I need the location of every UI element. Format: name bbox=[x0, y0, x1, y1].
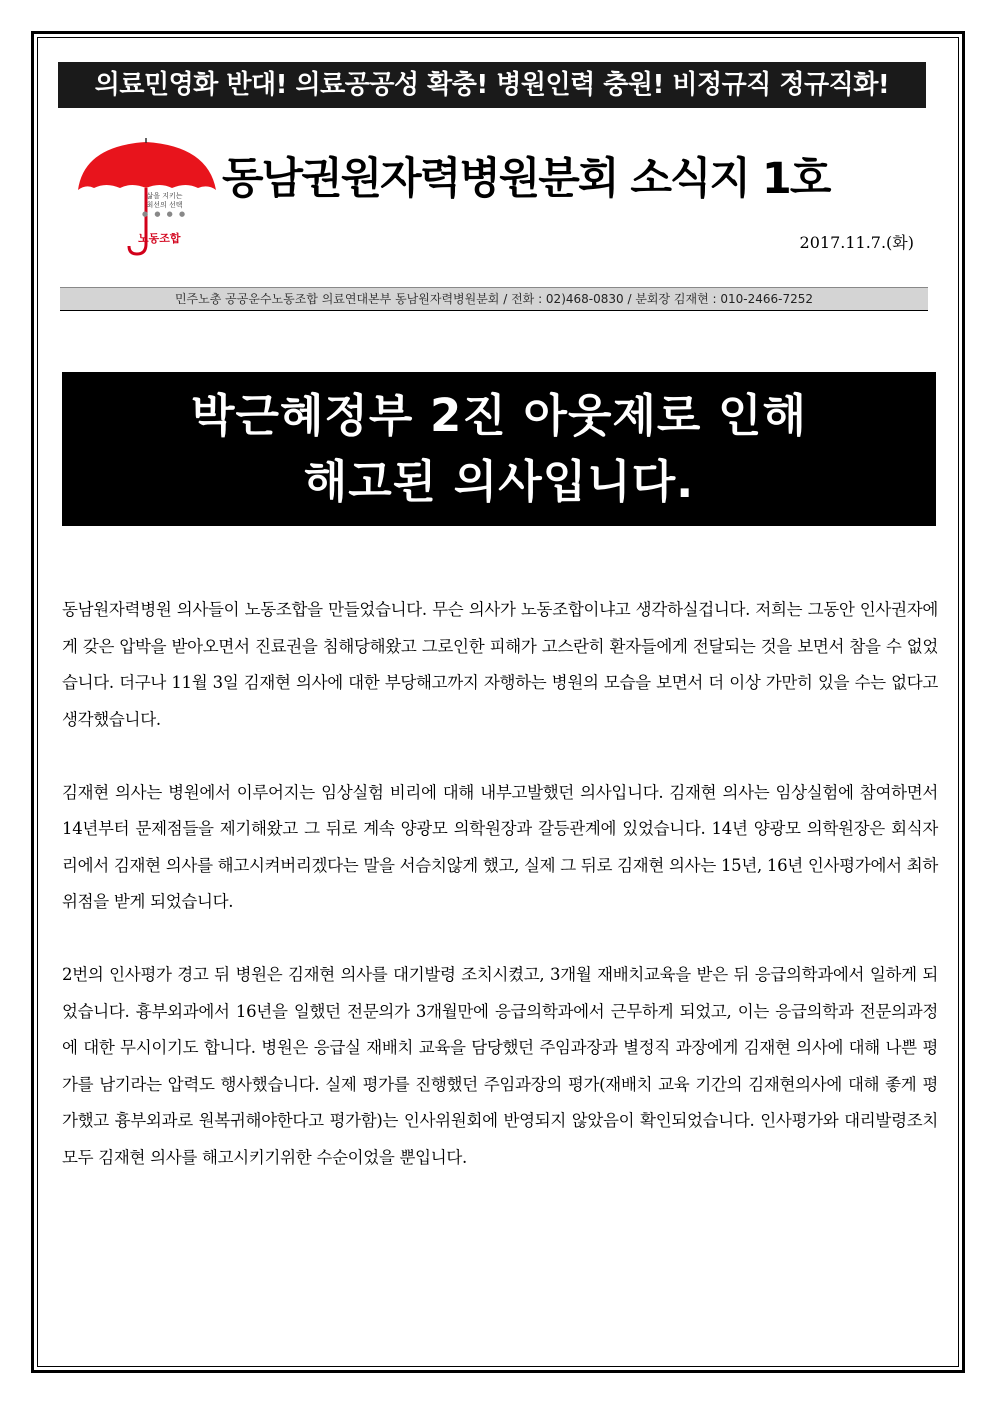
newsletter-title: 동남권원자력병원분회 소식지 1호 bbox=[222, 154, 830, 204]
logo-tagline: 삶을 지키는 최선의 선택 ● ● ● ● bbox=[142, 192, 188, 218]
logo-union-text: 노동조합 bbox=[138, 232, 181, 245]
headline-box bbox=[62, 372, 936, 526]
paragraph: 2번의 인사평가 경고 뒤 병원은 김재현 의사를 대기발령 조치시켰고, 3개월 재배치교육을 받은 뒤 응급의학과에서 일하게 되었습니다. 흉부외과에서 16년을 일했던 전문의가 3개월만에 응급의학과에서 근무하게 되었고, 이는 응급의학과 전문의과정에 대한 무시이기도 합니다. 병원은 응급실 재배치 교육을 담당했던 주임과장과 별정직 과장에게 김재현 의사에 대해 나쁜 평가를 남기라는 압력도 행사했습니다. 실제 평가를 진행했던 주임과장의 평가(재배치 교육 기간의 김재현의사에 대해 좋게 평가했고 흉부외과로 원복귀해야한다고 평가함)는 인사위원회에 반영되지 않았음이 확인되었습니다. 인사평가와 대리발령조치 모두 김재현 의사를 해고시키기위한 수순이었을 뿐입니다. bbox=[62, 965, 938, 1167]
headline-line-2: 해고된 의사입니다. bbox=[303, 455, 695, 508]
issue-date: 2017.11.7.(화) bbox=[799, 233, 914, 252]
headline-line-1: 박근혜정부 2진 아웃제로 인해 bbox=[191, 389, 807, 442]
paragraph: 김재현 의사는 병원에서 이루어지는 임상실험 비리에 대해 내부고발했던 의사입니다. 김재현 의사는 임상실험에 참여하면서 14년부터 문제점들을 제기해왔고 그 뒤로 계속 양광모 의학원장과 갈등관계에 있었습니다. 14년 양광모 의학원장은 회식자리에서 김재현 의사를 해고시켜버리겠다는 말을 서슴치않게 했고, 실제 그 뒤로 김재현 의사는 15년, 16년 인사평가에서 최하위점을 받게 되었습니다. bbox=[62, 782, 938, 911]
slogan-banner: 의료민영화 반대! 의료공공성 확충! 병원인력 충원! 비정규직 정규직화! bbox=[58, 62, 926, 108]
article-body bbox=[62, 592, 938, 1213]
paragraph: 동남원자력병원 의사들이 노동조합을 만들었습니다. 무슨 의사가 노동조합이냐고 생각하실겁니다. 저희는 그동안 인사권자에게 갖은 압박을 받아오면서 진료권을 침해당해왔고 그로인한 피해가 고스란히 환자들에게 전달되는 것을 보면서 참을 수 없었습니다. 더구나 11월 3일 김재현 의사에 대한 부당해고까지 자행하는 병원의 모습을 보면서 더 이상 가만히 있을 수는 없다고 생각했습니다. bbox=[62, 600, 938, 729]
contact-bar: 민주노총 공공운수노동조합 의료연대본부 동남원자력병원분회 / 전화 : 02)468-0830 / 분회장 김재현 : 010-2466-7252 bbox=[60, 287, 928, 311]
